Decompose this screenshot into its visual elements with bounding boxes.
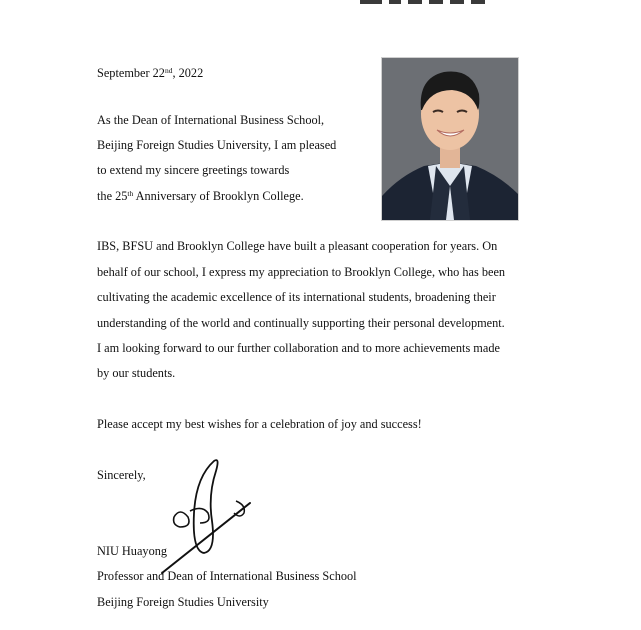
- body-line: IBS, BFSU and Brooklyn College have built a pleasant cooperation for years. On: [97, 239, 498, 253]
- intro-line: to extend my sincere greetings towards: [97, 163, 290, 177]
- body-line: by our students.: [97, 366, 176, 380]
- signatory-institution: Beijing Foreign Studies University: [97, 595, 269, 609]
- signatory-title: Professor and Dean of International Business School: [97, 569, 357, 583]
- letter-date: September 22nd, 2022: [97, 66, 204, 80]
- intro-line: Beijing Foreign Studies University, I am pleased: [97, 138, 337, 152]
- header-logo-fragment: [360, 0, 530, 4]
- dean-portrait-photo: [381, 57, 519, 221]
- body-line: understanding of the world and continually supporting their personal development.: [97, 316, 505, 330]
- portrait-illustration: [382, 58, 518, 220]
- best-wishes-line: Please accept my best wishes for a celebration of joy and success!: [97, 417, 422, 431]
- intro-line: As the Dean of International Business School,: [97, 113, 325, 127]
- body-line: I am looking forward to our further collaboration and to more achievements made: [97, 341, 500, 355]
- body-line: cultivating the academic excellence of its international students, broadening their: [97, 290, 496, 304]
- body-line: behalf of our school, I express my appreciation to Brooklyn College, who has been: [97, 265, 506, 279]
- intro-line: the 25th Anniversary of Brooklyn College.: [97, 189, 304, 203]
- signatory-name: NIU Huayong: [97, 544, 168, 558]
- closing-salutation: Sincerely,: [97, 468, 146, 482]
- handwritten-signature: [150, 455, 260, 580]
